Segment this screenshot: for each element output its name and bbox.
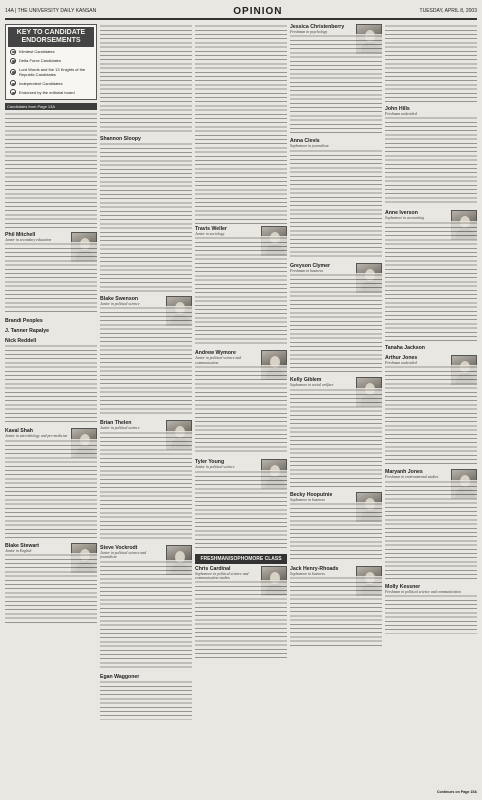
candidate-role: Junior in microbiology and pre-medicine: [5, 434, 68, 439]
body-text: [290, 34, 382, 134]
candidate-role: Junior in political science: [100, 302, 140, 306]
candidate-role: Sophomore in social welfare: [290, 383, 334, 388]
body-text: [385, 480, 477, 580]
body-text: [385, 24, 477, 104]
body-text: [290, 576, 382, 646]
section-title: OPINION: [233, 5, 283, 17]
candidate-role: Sophomore in journalism: [290, 144, 329, 149]
candidate-name: Shannon Sloopy: [100, 136, 141, 142]
circle-icon: [10, 49, 16, 55]
circle-icon: [10, 89, 16, 95]
column-2: [100, 24, 192, 794]
candidate-entry: [5, 338, 97, 424]
body-text: [5, 553, 97, 623]
candidate-name: Molly Kessner: [385, 583, 421, 590]
candidate-entry: [100, 296, 192, 416]
candidate-entry: [290, 492, 382, 562]
body-text: [5, 344, 97, 424]
body-text: [385, 365, 477, 465]
candidate-entry: [385, 345, 477, 351]
candidate-role: Sophomore in business: [290, 497, 325, 502]
candidate-entry: [195, 226, 287, 346]
candidate-name: Maryanh Jones: [385, 469, 423, 476]
candidate-role: Freshman undecided: [385, 112, 417, 116]
candidate-name: Becky Hooputnie: [290, 491, 333, 498]
candidate-name: Kaval Shah: [5, 428, 33, 435]
candidate-entry: [195, 350, 287, 455]
candidate-entry: [100, 420, 192, 540]
candidate-role: Freshman in environmental studies: [385, 475, 439, 480]
candidate-name: Tyler Young: [195, 459, 225, 466]
candidate-entry: [290, 24, 382, 134]
body-text: [195, 470, 287, 550]
candidate-name: Brian Thelen: [100, 420, 132, 427]
candidate-entry: [290, 566, 382, 646]
candidate-role: Freshman in business: [290, 268, 323, 273]
body-text: [195, 24, 287, 224]
candidate-name: Greyson Clymer: [290, 262, 331, 269]
key-item: Endorsed by the editorial board: [8, 88, 94, 97]
body-text: [290, 388, 382, 488]
candidate-role: Freshman in psychology: [290, 30, 328, 34]
candidate-entry: [100, 136, 192, 292]
candidate-role: Junior in political science and communication: [195, 356, 242, 365]
candidate-role: Junior in political science: [195, 465, 235, 470]
candidate-role: Freshman in political science and communication: [385, 589, 461, 594]
column-3: [195, 24, 287, 794]
candidate-role: Sophomore in business: [290, 572, 325, 577]
candidate-entry: [290, 377, 382, 487]
freshman-sophomore-banner: FRESHMAN/SOPHOMORE CLASS: [195, 554, 287, 564]
candidates-continued: Candidates from Page 13A: [5, 103, 97, 110]
body-text: [100, 24, 192, 134]
candidate-role: Junior in English: [5, 548, 32, 553]
candidate-name: Blake Stewart: [5, 542, 40, 549]
key-item: Delta Force Candidates: [8, 56, 94, 65]
candidate-name: Anna Clevis: [290, 138, 320, 145]
candidate-entry: [100, 674, 192, 720]
key-title: KEY TO CANDIDATE ENDORSEMENTS: [8, 27, 94, 47]
column-1: [5, 24, 97, 794]
circle-icon: [10, 69, 16, 75]
candidate-name: Chris Cardinal: [195, 565, 231, 572]
body-text: [195, 236, 287, 346]
candidate-entry: [5, 428, 97, 538]
body-text: [100, 306, 192, 416]
candidate-entry: [5, 318, 97, 324]
body-text: [290, 502, 382, 562]
body-text: [100, 680, 192, 720]
column-4: [290, 24, 382, 794]
candidate-name: Jessica Christenberry: [290, 24, 345, 30]
candidate-role: Junior in secondary education: [5, 237, 52, 242]
candidate-name: Andrew Wymore: [195, 350, 236, 357]
candidate-role: Junior in political science: [100, 426, 140, 431]
key-item: Independent Candidates: [8, 79, 94, 88]
candidate-name: Egan Waggoner: [100, 673, 140, 680]
candidate-role: Sophomore in accounting: [385, 216, 424, 221]
candidate-name: Anne Iverson: [385, 210, 418, 217]
candidate-entry: [100, 545, 192, 670]
jump-line: Continues on Page 15A: [436, 790, 477, 794]
candidate-entry: [385, 106, 477, 206]
date-label: TUESDAY, APRIL 8, 2003: [419, 8, 477, 14]
endorsement-key: [5, 24, 97, 100]
candidate-name: Nick Reddell: [5, 338, 37, 345]
body-text: [195, 580, 287, 660]
body-text: [100, 560, 192, 670]
candidate-name: John Hills: [385, 106, 410, 112]
candidate-entry: [290, 263, 382, 373]
candidate-name: Phil Mitchell: [5, 231, 36, 238]
body-text: [5, 112, 97, 230]
body-text: [385, 116, 477, 206]
key-item: Klimtest Candidates: [8, 47, 94, 56]
candidate-entry: [385, 210, 477, 340]
circle-icon: [10, 58, 16, 64]
column-5: [385, 24, 477, 794]
page-label: 14A | THE UNIVERSITY DAILY KANSAN: [5, 8, 97, 14]
candidate-role: Junior in political science and journalism: [100, 550, 147, 560]
body-text: [385, 594, 477, 634]
candidate-role: Freshman undecided: [385, 360, 417, 365]
candidate-entry: [385, 355, 477, 465]
candidate-name: Kelly Giblem: [290, 377, 322, 384]
key-item: Lord Words and the 13 Knights of the Republic Candidates: [8, 65, 94, 78]
candidate-name: Travis Weller: [195, 226, 227, 232]
body-text: [195, 365, 287, 455]
candidate-name: Steve Vockrodt: [100, 544, 138, 551]
candidate-name: Blake Swenson: [100, 296, 139, 302]
candidate-name: Brandi Peoples: [5, 318, 43, 325]
candidate-role: Sophomore in political science and communication studies: [195, 571, 249, 581]
body-text: [290, 273, 382, 373]
body-text: [100, 142, 192, 292]
candidate-entry: [5, 543, 97, 623]
masthead: [5, 4, 477, 20]
candidate-entry: [290, 138, 382, 258]
body-text: [5, 439, 97, 539]
candidate-entry: [5, 232, 97, 314]
candidate-entry: [195, 566, 287, 661]
candidate-entry: [385, 584, 477, 634]
candidate-role: Junior in sociology: [195, 232, 225, 236]
candidate-entry: [5, 328, 97, 334]
candidate-name: Jack Henry-Rhoads: [290, 566, 339, 573]
body-text: [385, 221, 477, 341]
candidate-name: Tanaha Jackson: [385, 344, 425, 351]
body-text: [290, 149, 382, 259]
circle-icon: [10, 80, 16, 86]
body-text: [5, 242, 97, 314]
candidate-entry: [385, 469, 477, 579]
candidate-name: Arthur Jones: [385, 354, 418, 361]
candidate-entry: [195, 459, 287, 549]
candidate-name: J. Tanner Rapalye: [5, 328, 50, 335]
body-text: [100, 431, 192, 541]
